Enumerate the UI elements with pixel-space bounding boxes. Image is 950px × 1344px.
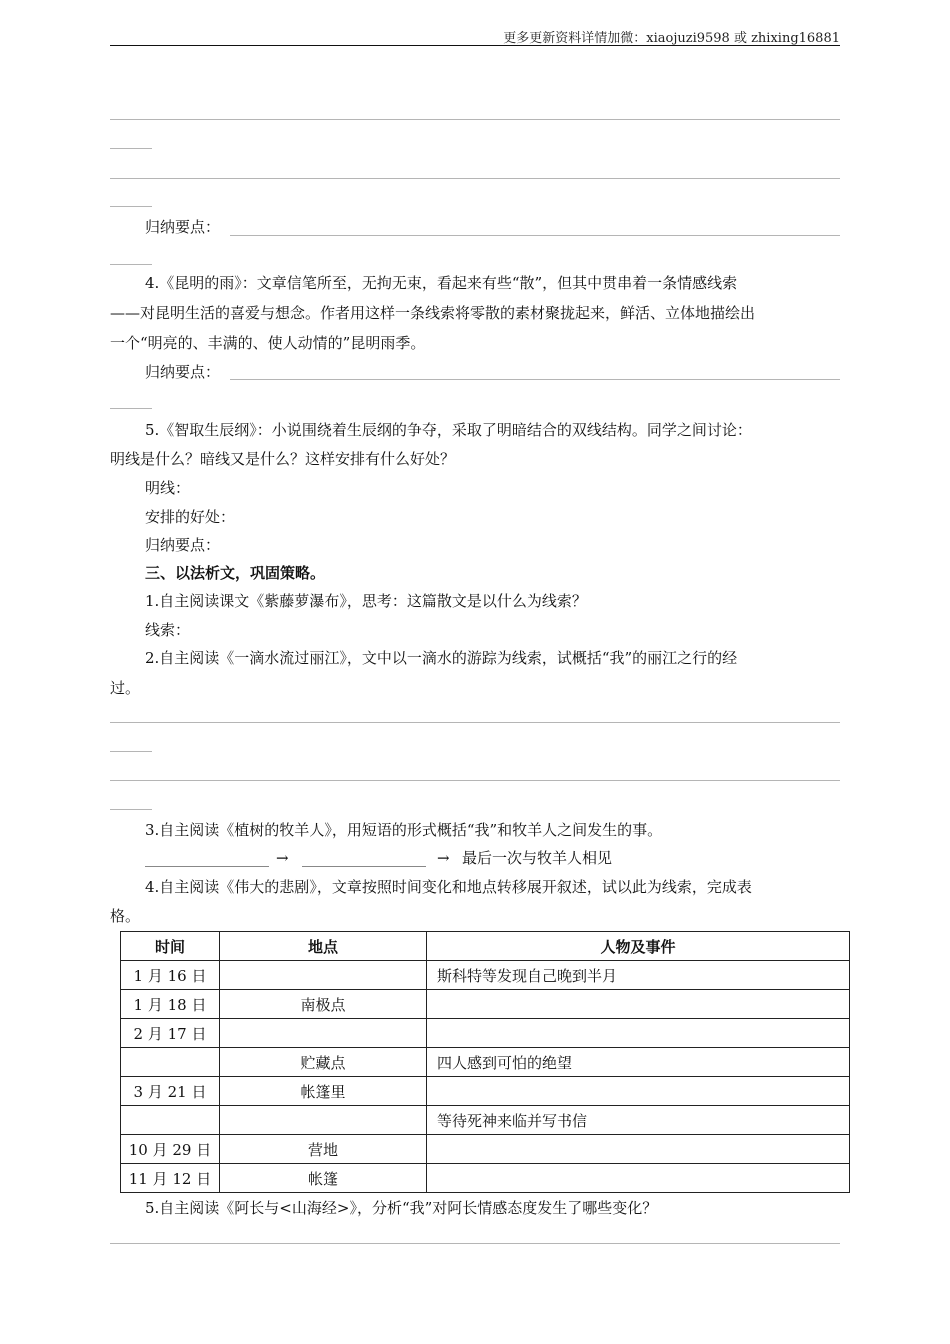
table-row xyxy=(121,961,850,990)
cell-place: 南极点 xyxy=(220,990,427,1019)
s3q2-text-line2: 过。 xyxy=(110,679,141,697)
answer-line[interactable] xyxy=(110,119,840,120)
header-rule xyxy=(110,45,840,46)
table-header-row xyxy=(121,932,850,961)
cell-time[interactable] xyxy=(121,1106,220,1135)
event1-blank[interactable] xyxy=(145,866,269,867)
cell-events: 等待死神来临并写书信 xyxy=(427,1106,850,1135)
s3q1-text: 1.自主阅读课文《紫藤萝瀑布》，思考：这篇散文是以什么为线索？ xyxy=(145,592,587,610)
answer-line-end xyxy=(110,148,152,149)
benefit-label: 安排的好处： xyxy=(145,508,236,526)
answer-line[interactable] xyxy=(110,1243,840,1244)
table-row xyxy=(121,1164,850,1193)
cell-time: 10 月 29 日 xyxy=(121,1135,220,1164)
cell-time: 1 月 16 日 xyxy=(121,961,220,990)
cell-time[interactable] xyxy=(121,1048,220,1077)
event2-blank[interactable] xyxy=(302,866,426,867)
ming-line-label: 明线： xyxy=(145,479,191,497)
arrow-right-icon: → xyxy=(437,849,450,867)
cell-events[interactable] xyxy=(427,1135,850,1164)
answer-line-end xyxy=(110,751,152,752)
s3q4-text-line1: 4.自主阅读《伟大的悲剧》，文章按照时间变化和地点转移展开叙述，试以此为线索，完成表 xyxy=(145,878,752,896)
table-row xyxy=(121,1135,850,1164)
s3q3-text: 3.自主阅读《植树的牧羊人》，用短语的形式概括“我”和牧羊人之间发生的事。 xyxy=(145,821,663,839)
cell-events[interactable] xyxy=(427,1164,850,1193)
summary-answer-line[interactable] xyxy=(230,235,840,236)
header-events: 人物及事件 xyxy=(427,932,850,961)
cell-events: 四人感到可怕的绝望 xyxy=(427,1048,850,1077)
answer-line-end xyxy=(110,206,152,207)
summary-label: 归纳要点： xyxy=(145,218,221,236)
cell-events[interactable] xyxy=(427,1077,850,1106)
header-place: 地点 xyxy=(220,932,427,961)
header-time: 时间 xyxy=(121,932,220,961)
summary-label: 归纳要点： xyxy=(145,536,221,554)
clue-label: 线索： xyxy=(145,621,191,639)
timeline-table xyxy=(120,931,850,1193)
cell-place: 营地 xyxy=(220,1135,427,1164)
cell-events: 斯科特等发现自己晚到半月 xyxy=(427,961,850,990)
q4-paragraph-line1: 4.《昆明的雨》：文章信笔所至，无拘无束，看起来有些“散”，但其中贯串着一条情感线索 xyxy=(145,274,738,292)
cell-place: 贮藏点 xyxy=(220,1048,427,1077)
q4-paragraph-line2: ——对昆明生活的喜爱与想念。作者用这样一条线索将零散的素材聚拢起来，鲜活、立体地描绘出 xyxy=(110,304,756,322)
answer-line[interactable] xyxy=(110,780,840,781)
q4-paragraph-line3: 一个“明亮的、丰满的、使人动情的”昆明雨季。 xyxy=(110,334,426,352)
section3-title: 三、以法析文，巩固策略。 xyxy=(145,564,326,582)
cell-place: 帐篷 xyxy=(220,1164,427,1193)
answer-line[interactable] xyxy=(110,178,840,179)
answer-line[interactable] xyxy=(110,722,840,723)
table-row xyxy=(121,1019,850,1048)
cell-events[interactable] xyxy=(427,1019,850,1048)
cell-events[interactable] xyxy=(427,990,850,1019)
s3q5-text: 5.自主阅读《阿长与<山海经>》，分析“我”对阿长情感态度发生了哪些变化？ xyxy=(145,1199,658,1217)
summary-answer-line[interactable] xyxy=(230,379,840,380)
s3q2-text-line1: 2.自主阅读《一滴水流过丽江》，文中以一滴水的游踪为线索，试概括“我”的丽江之行的经 xyxy=(145,649,738,667)
q5-paragraph-line2: 明线是什么？暗线又是什么？这样安排有什么好处？ xyxy=(110,450,456,468)
answer-line-end xyxy=(110,809,152,810)
s3q4-text-line2: 格。 xyxy=(110,907,141,925)
summary-label: 归纳要点： xyxy=(145,363,221,381)
header-text: 更多更新资料详情加微：xiaojuzi9598 或 zhixing16881 xyxy=(503,31,840,46)
table-row xyxy=(121,990,850,1019)
cell-time: 1 月 18 日 xyxy=(121,990,220,1019)
cell-place: 帐篷里 xyxy=(220,1077,427,1106)
cell-place[interactable] xyxy=(220,1106,427,1135)
cell-time: 3 月 21 日 xyxy=(121,1077,220,1106)
table-row xyxy=(121,1106,850,1135)
table-row xyxy=(121,1077,850,1106)
cell-time: 11 月 12 日 xyxy=(121,1164,220,1193)
answer-line-end xyxy=(110,408,152,409)
cell-place[interactable] xyxy=(220,1019,427,1048)
table-row xyxy=(121,1048,850,1077)
last-meeting-text: 最后一次与牧羊人相见 xyxy=(462,849,613,867)
answer-line-end xyxy=(110,264,152,265)
cell-time: 2 月 17 日 xyxy=(121,1019,220,1048)
cell-place[interactable] xyxy=(220,961,427,990)
q5-paragraph-line1: 5.《智取生辰纲》：小说围绕着生辰纲的争夺，采取了明暗结合的双线结构。同学之间讨论： xyxy=(145,421,752,439)
arrow-right-icon: → xyxy=(276,849,289,867)
